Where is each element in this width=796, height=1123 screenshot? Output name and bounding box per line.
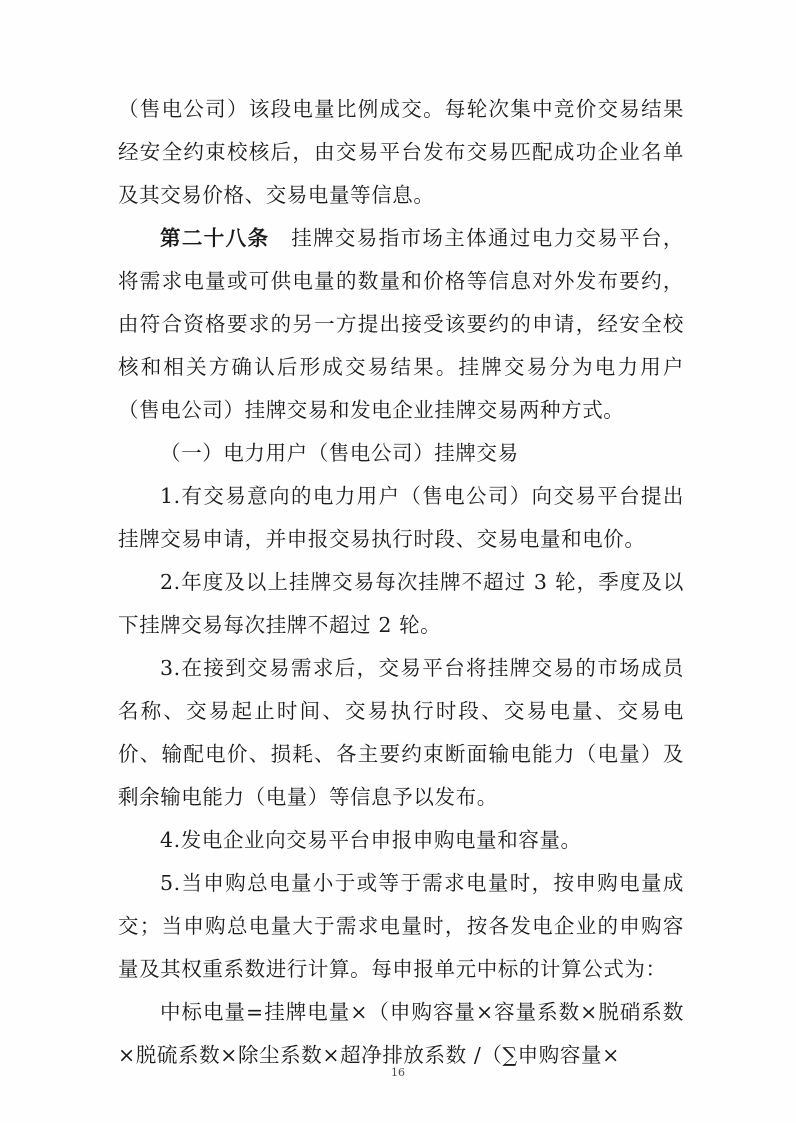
paragraph: 2.年度及以上挂牌交易每次挂牌不超过 3 轮，季度及以下挂牌交易每次挂牌不超过 2 轮。 [118, 570, 684, 637]
paragraph: 5.当申购总电量小于或等于需求电量时，按申购电量成交；当申购总电量大于需求电量时，按各发电企业的申购容量及其权重系数进行计算。每申报单元中标的计算公式为： [118, 871, 684, 981]
paragraph: 1.有交易意向的电力用户（售电公司）向交易平台提出挂牌交易申请，并申报交易执行时段、交易电量和电价。 [118, 484, 684, 551]
paragraph: （一）电力用户（售电公司）挂牌交易 [160, 441, 519, 465]
paragraph: 3.在接到交易需求后，交易平台将挂牌交易的市场成员名称、交易起止时间、交易执行时段、交易电量、交易电价、输配电价、损耗、各主要约束断面输电能力（电量）及剩余输电能力（电量）等信息予以发布。 [118, 656, 684, 809]
paragraph-article-28 [118, 217, 684, 432]
paragraph: 中标电量=挂牌电量×（申购容量×容量系数×脱硝系数×脱硫系数×除尘系数×超净排放系数 /（∑申购容量× [118, 1000, 684, 1067]
page-number: 16 [391, 1066, 405, 1079]
paragraph: 4.发电企业向交易平台申报申购电量和容量。 [160, 828, 582, 852]
page-text-body [118, 88, 684, 1077]
article-spacer [269, 226, 291, 250]
paragraph: （售电公司）该段电量比例成交。每轮次集中竞价交易结果经安全约束校核后，由交易平台发布交易匹配成功企业名单及其交易价格、交易电量等信息。 [118, 97, 684, 207]
article-body-text: 挂牌交易指市场主体通过电力交易平台，将需求电量或可供电量的数量和价格等信息对外发布要约，由符合资格要求的另一方提出接受该要约的申请，经安全校核和相关方确认后形成交易结果。挂牌交易分为电力用户（售电公司）挂牌交易和发电企业挂牌交易两种方式。 [118, 226, 684, 422]
article-heading: 第二十八条 [160, 226, 270, 250]
